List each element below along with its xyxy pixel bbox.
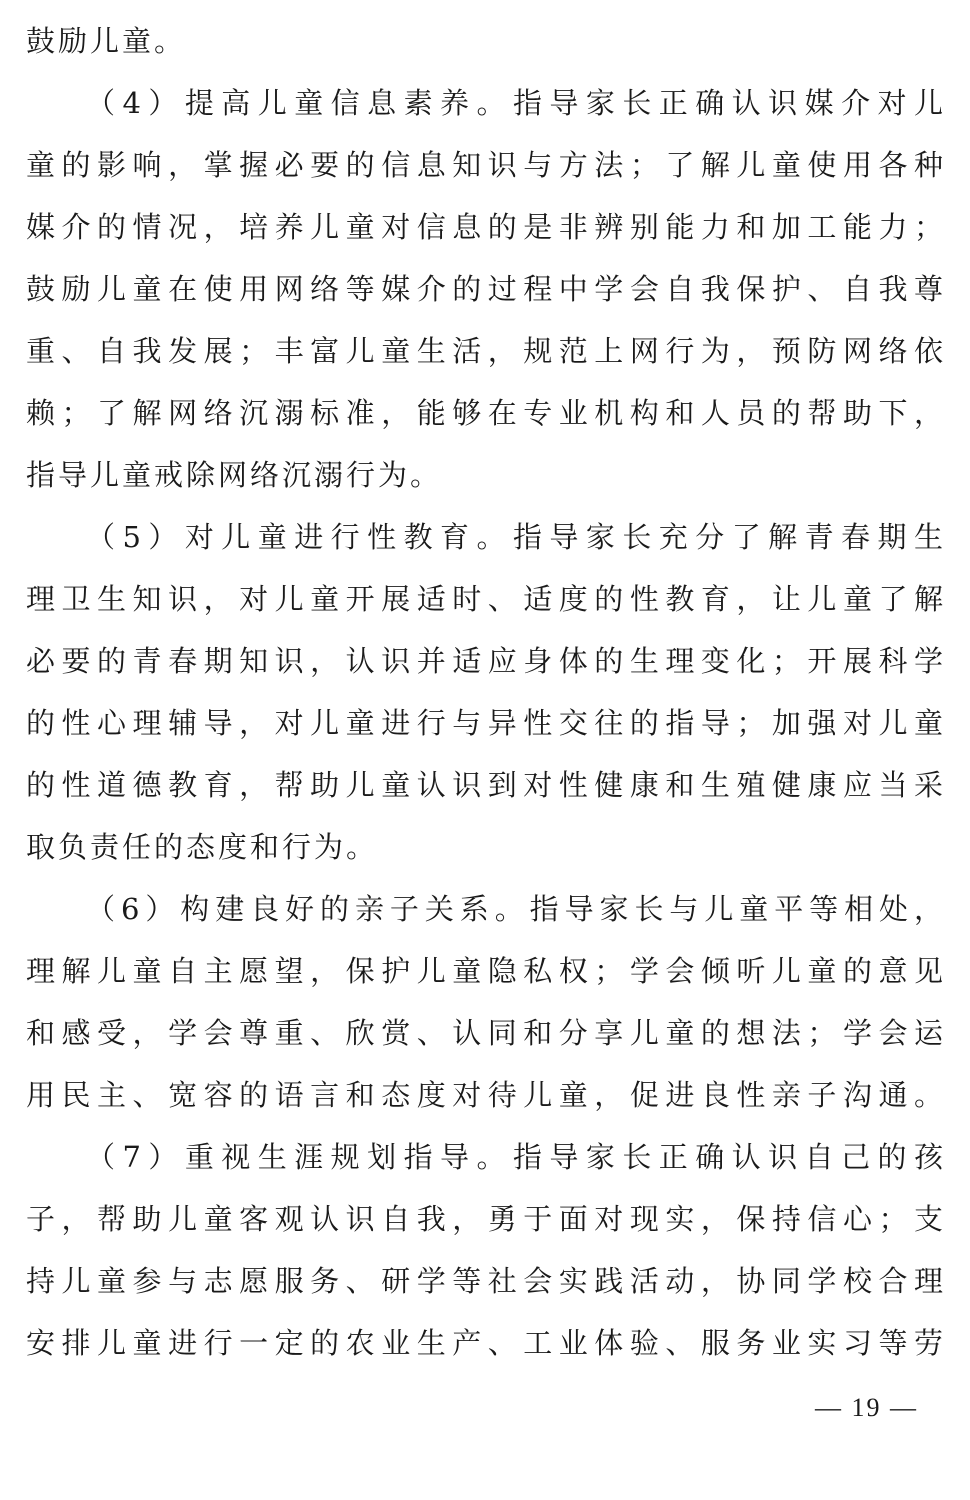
text-line: 指导儿童戒除网络沉溺行为。: [26, 458, 443, 492]
text-line: 理卫生知识，对儿童开展适时、适度的性教育，让儿童了解: [26, 582, 946, 616]
text-line: 用民主、宽容的语言和态度对待儿童，促进良性亲子沟通。: [26, 1078, 946, 1112]
text-line: 持儿童参与志愿服务、研学等社会实践活动，协同学校合理: [26, 1264, 946, 1298]
text-line: 的性道德教育，帮助儿童认识到对性健康和生殖健康应当采: [26, 768, 946, 802]
text-line: 取负责任的态度和行为。: [26, 830, 379, 864]
text-line: （4）提高儿童信息素养。指导家长正确认识媒介对儿: [86, 86, 946, 120]
text-line: 鼓励儿童在使用网络等媒介的过程中学会自我保护、自我尊: [26, 272, 946, 306]
text-line: 子，帮助儿童客观认识自我，勇于面对现实，保持信心；支: [26, 1202, 946, 1236]
text-line: （5）对儿童进行性教育。指导家长充分了解青春期生: [86, 520, 946, 554]
text-line: 和感受，学会尊重、欣赏、认同和分享儿童的想法；学会运: [26, 1016, 946, 1050]
text-line: 的性心理辅导，对儿童进行与异性交往的指导；加强对儿童: [26, 706, 946, 740]
text-line: 必要的青春期知识，认识并适应身体的生理变化；开展科学: [26, 644, 946, 678]
text-line: 理解儿童自主愿望，保护儿童隐私权；学会倾听儿童的意见: [26, 954, 946, 988]
text-line: 赖；了解网络沉溺标准，能够在专业机构和人员的帮助下，: [26, 396, 946, 430]
text-line: 重、自我发展；丰富儿童生活，规范上网行为，预防网络依: [26, 334, 946, 368]
text-line: 安排儿童进行一定的农业生产、工业体验、服务业实习等劳: [26, 1326, 946, 1360]
page-number: — 19 —: [815, 1393, 918, 1422]
text-line: （7）重视生涯规划指导。指导家长正确认识自己的孩: [86, 1140, 946, 1174]
text-line: （6）构建良好的亲子关系。指导家长与儿童平等相处，: [86, 892, 946, 926]
text-line: 媒介的情况，培养儿童对信息的是非辨别能力和加工能力；: [26, 210, 946, 244]
text-line: 童的影响，掌握必要的信息知识与方法；了解儿童使用各种: [26, 148, 946, 182]
document-body: [26, 10, 946, 1374]
text-line: 鼓励儿童。: [26, 24, 187, 58]
